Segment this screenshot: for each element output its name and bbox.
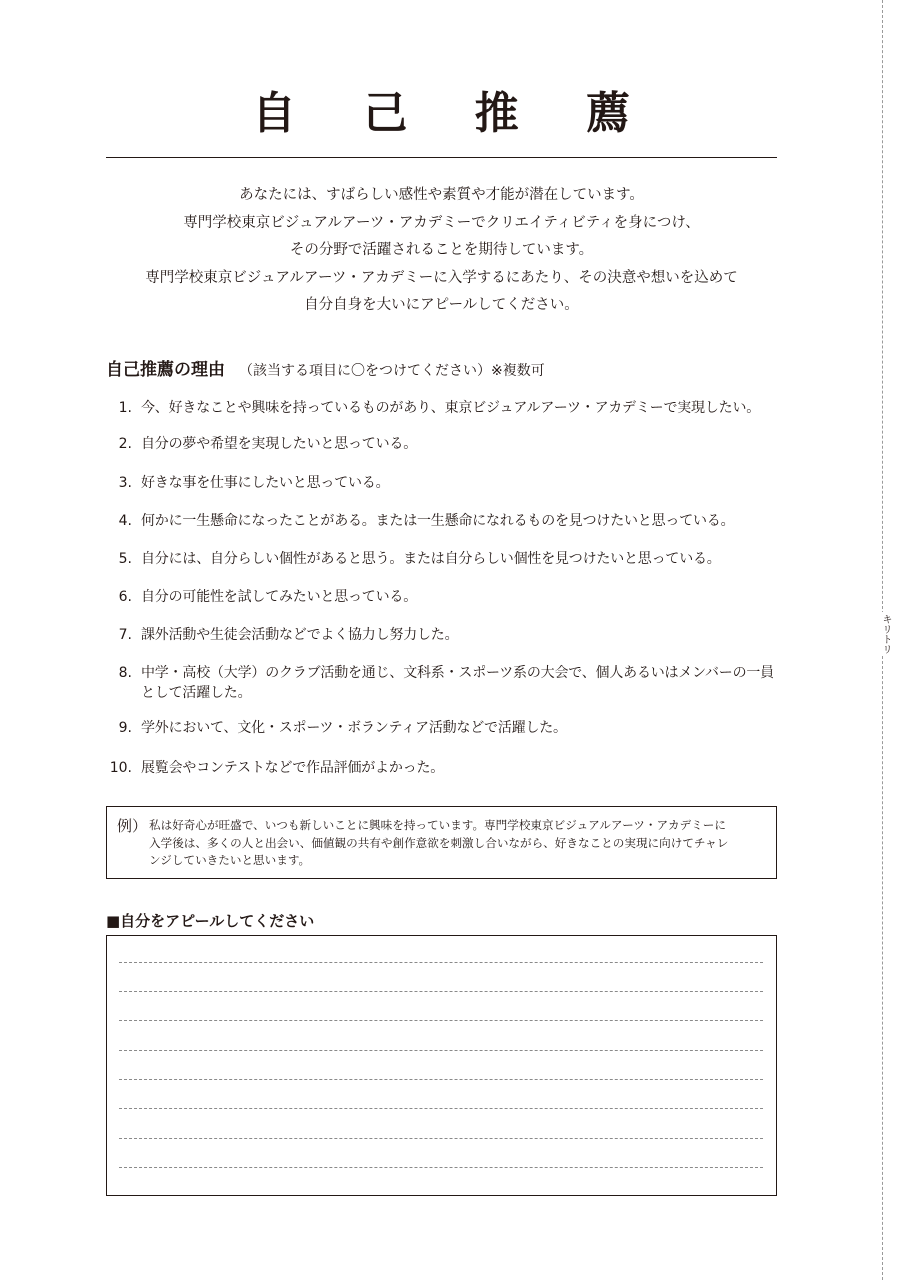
example-line: ンジしていきたいと思います。 xyxy=(149,853,311,867)
appeal-writing-area[interactable] xyxy=(106,935,777,1196)
reason-text: 今、好きなことや興味を持っているものがあり、東京ビジュアルアーツ・アカデミーで実現したい。 xyxy=(141,400,761,416)
reason-text: 自分の可能性を試してみたいと思っている。 xyxy=(141,589,417,605)
reason-number: 9. xyxy=(118,720,132,736)
reasons-heading-note: （該当する項目に〇をつけてください）※複数可 xyxy=(239,363,545,379)
cut-label: キリトリ xyxy=(872,612,892,656)
appeal-heading: ■自分をアピールしてください xyxy=(106,912,315,930)
writing-line xyxy=(119,1050,763,1051)
example-label: 例） xyxy=(117,817,148,835)
writing-line xyxy=(119,962,763,963)
page-title: 自 己 推 薦 xyxy=(252,88,656,139)
reason-text: 展覧会やコンテストなどで作品評価がよかった。 xyxy=(141,760,445,776)
reason-text: 中学・高校（大学）のクラブ活動を通じ、文科系・スポーツ系の大会で、個人あるいはメンバーの一員として活躍した。 xyxy=(141,665,774,701)
reasons-heading xyxy=(106,358,545,383)
reason-number: 1. xyxy=(118,400,132,416)
reason-number: 3. xyxy=(118,475,132,491)
example-text xyxy=(149,817,769,870)
reason-text: 好きな事を仕事にしたいと思っている。 xyxy=(141,475,390,491)
title-divider xyxy=(106,157,777,158)
writing-line xyxy=(119,1079,763,1080)
reason-text: 何かに一生懸命になったことがある。または一生懸命になれるものを見つけたいと思っている。 xyxy=(141,513,735,529)
writing-line xyxy=(119,1167,763,1168)
reason-number: 7. xyxy=(118,627,132,643)
writing-line xyxy=(119,1108,763,1109)
intro-line: 専門学校東京ビジュアルアーツ・アカデミーに入学するにあたり、その決意や想いを込めて xyxy=(145,269,738,286)
writing-line xyxy=(119,991,763,992)
example-box xyxy=(106,806,777,879)
reason-number: 5. xyxy=(118,551,132,567)
reason-text: 自分の夢や希望を実現したいと思っている。 xyxy=(141,436,417,452)
reason-number: 8. xyxy=(118,665,132,681)
intro-text xyxy=(106,182,777,320)
reason-number: 2. xyxy=(118,436,132,452)
reason-number: 6. xyxy=(118,589,132,605)
reason-number: 4. xyxy=(118,513,132,529)
example-line: 入学後は、多くの人と出会い、価値観の共有や創作意欲を刺激し合いながら、好きなことの実現に向けてチャレ xyxy=(149,835,729,850)
intro-line: 専門学校東京ビジュアルアーツ・アカデミーでクリエイティビティを身につけ、 xyxy=(183,214,700,231)
reasons-heading-title: 自己推薦の理由 xyxy=(106,360,225,380)
example-line: 私は好奇心が旺盛で、いつも新しいことに興味を持っています。専門学校東京ビジュアルアーツ・アカデミーに xyxy=(149,818,726,832)
writing-line xyxy=(119,1138,763,1139)
writing-line xyxy=(119,1020,763,1021)
intro-line: あなたには、すばらしい感性や素質や才能が潜在しています。 xyxy=(239,187,644,203)
reason-text: 課外活動や生徒会活動などでよく協力し努力した。 xyxy=(141,627,459,643)
intro-line: 自分自身を大いにアピールしてください。 xyxy=(304,297,579,313)
intro-line: その分野で活躍されることを期待しています。 xyxy=(289,242,594,258)
reason-text: 自分には、自分らしい個性があると思う。または自分らしい個性を見つけたいと思っている。 xyxy=(141,551,721,567)
reason-text: 学外において、文化・スポーツ・ボランティア活動などで活躍した。 xyxy=(141,720,567,736)
reason-number: 10. xyxy=(109,760,132,776)
